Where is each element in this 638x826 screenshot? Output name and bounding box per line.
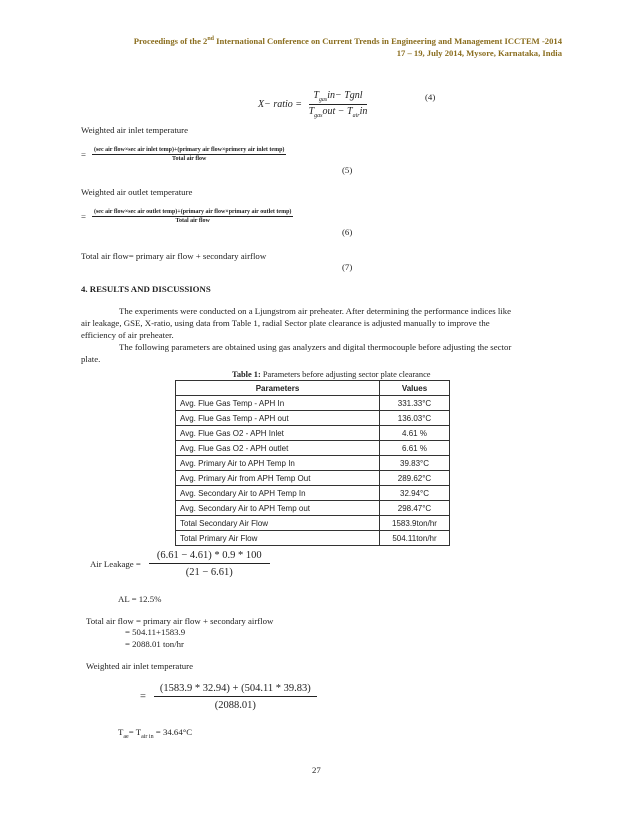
param-cell: Total Primary Air Flow	[176, 531, 380, 546]
table-row	[176, 456, 450, 471]
value-cell: 1583.9ton/hr	[380, 516, 450, 531]
page-number: 27	[312, 765, 321, 775]
equation-6: = (sec air flow×sec air outlet temp)+(primary air flow×primary air outlet temp) Total air flow	[81, 208, 292, 224]
equation-6-number: (6)	[342, 227, 353, 237]
param-cell: Avg. Flue Gas O2 - APH outlet	[176, 441, 380, 456]
value-cell: 4.61 %	[380, 426, 450, 441]
value-cell: 32.94°C	[380, 486, 450, 501]
table-row	[176, 441, 450, 456]
conference-header-line1: Proceedings of the 2nd International Conference on Current Trends in Engineering and Management ICCTEM -2014	[133, 36, 562, 46]
total-flow-line-1: Total air flow = primary air flow + secondary airflow	[86, 616, 274, 626]
section-heading: 4. RESULTS AND DISCUSSIONS	[81, 284, 211, 294]
param-cell: Avg. Primary Air to APH Temp In	[176, 456, 380, 471]
value-cell: 6.61 %	[380, 441, 450, 456]
table-row	[176, 411, 450, 426]
parameters-table	[175, 380, 450, 546]
table-row	[176, 531, 450, 546]
column-header-parameters: Parameters	[176, 381, 380, 396]
table-row	[176, 486, 450, 501]
paragraph-1	[81, 305, 561, 341]
weighted-calc-formula: = $\frac{(1583.9 * 32.94) + (504.11 * 39.83)}{(2088.01)}$	[140, 683, 317, 711]
equation-5-number: (5)	[342, 165, 353, 175]
param-cell: Avg. Secondary Air to APH Temp out	[176, 501, 380, 516]
paragraph-2-line-2: plate.	[81, 354, 101, 364]
paragraph-1-line-1: The experiments were conducted on a Ljungstrom air preheater. After determining the performance indices like	[119, 306, 512, 316]
paragraph-2-line-1: The following parameters are obtained using gas analyzers and digital thermocouple before adjusting the sector	[119, 342, 512, 352]
value-cell: 136.03°C	[380, 411, 450, 426]
column-header-values: Values	[380, 381, 450, 396]
param-cell: Total Secondary Air Flow	[176, 516, 380, 531]
value-cell: 289.62°C	[380, 471, 450, 486]
conference-header-line2: 17 – 19, July 2014, Mysore, Karnataka, India	[396, 48, 562, 58]
air-leakage-result: AL = 12.5%	[118, 594, 162, 604]
paragraph-2	[81, 341, 561, 365]
table-row	[176, 396, 450, 411]
table-row	[176, 501, 450, 516]
table-1-caption: Table 1: Parameters before adjusting sector plate clearance	[232, 370, 431, 379]
table-row	[176, 516, 450, 531]
total-flow-line-2: = 504.11+1583.9	[125, 627, 186, 637]
air-leakage-formula: Air Leakage = $\frac{(6.61 - 4.61) * 0.9 * 100}{(21 - 6.61)}$	[90, 550, 270, 578]
eq5-label: Weighted air inlet temperature	[81, 125, 189, 135]
param-cell: Avg. Flue Gas Temp - APH out	[176, 411, 380, 426]
value-cell: 504.11ton/hr	[380, 531, 450, 546]
param-cell: Avg. Flue Gas O2 - APH Inlet	[176, 426, 380, 441]
eq6-label: Weighted air outlet temperature	[81, 187, 193, 197]
equation-7: Total air flow= primary air flow + secondary airflow	[81, 251, 267, 261]
param-cell: Avg. Flue Gas Temp - APH In	[176, 396, 380, 411]
weighted-calc-result: $T_{ae}= T_{air in} = 34.64^\circ C$	[118, 727, 193, 740]
equation-5: = (sec air flow×sec air inlet temp)+(primary air flow×primery air inlet temp) Total air flow	[81, 146, 285, 162]
total-flow-line-3: = 2088.01 ton/hr	[125, 639, 184, 649]
paragraph-1-line-3: efficiency of air preheater.	[81, 330, 174, 340]
table-header-row	[176, 381, 450, 396]
paragraph-1-line-2: air leakage, GSE, X-ratio, using data from Table 1, radial Sector plate clearance is adjusted manually to improve the	[81, 318, 490, 328]
value-cell: 331.33°C	[380, 396, 450, 411]
weighted-calc-label: Weighted air inlet temperature	[86, 661, 194, 671]
value-cell: 39.83°C	[380, 456, 450, 471]
table-row	[176, 426, 450, 441]
equation-4: X− ratio = $\frac{T_{gas}in- Tgnl}{T_{gas}out - T_{air}in}$	[258, 90, 368, 119]
value-cell: 298.47°C	[380, 501, 450, 516]
equation-4-number: (4)	[425, 92, 436, 102]
param-cell: Avg. Primary Air from APH Temp Out	[176, 471, 380, 486]
table-row	[176, 471, 450, 486]
param-cell: Avg. Secondary Air to APH Temp In	[176, 486, 380, 501]
equation-7-number: (7)	[342, 262, 353, 272]
